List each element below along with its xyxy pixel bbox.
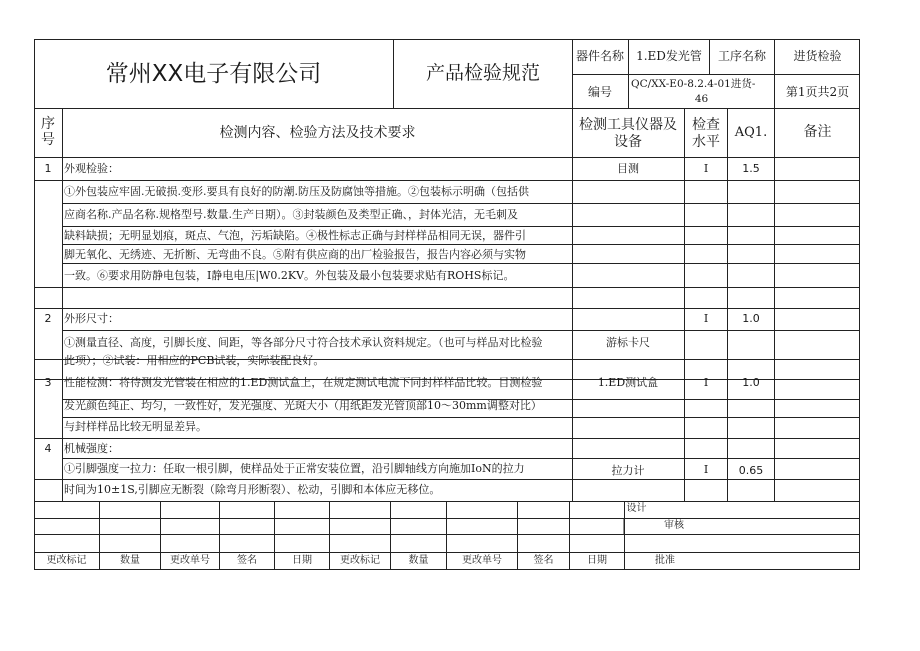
tools-header-line2: 设备 [614, 134, 642, 150]
item-title: 外形尺寸： [64, 312, 119, 325]
seq-header-line1: 序 [41, 116, 55, 132]
footer-change-no: 更改单号 [170, 555, 210, 566]
item-line: ①引脚强度一拉力：任取一根引脚，使样品处于正常安装位置，沿引脚轴线方向施加IoN的拉力 [64, 462, 525, 475]
footer-change-mark: 更改标记 [340, 555, 380, 566]
footer-signature: 签名 [237, 555, 257, 566]
company-name: 常州XX电子有限公司 [105, 61, 322, 87]
item-line: 时间为10±1S,引脚应无断裂（除弯月形断裂）、松动，引脚和本体应无移位。 [64, 483, 441, 496]
item-tool: 游标卡尺 [606, 336, 650, 349]
page-info: 第1页共2页 [785, 85, 850, 99]
item-level: I [703, 463, 709, 476]
level-header-line1: 检查 [692, 117, 720, 133]
approve-label: 批准 [655, 555, 675, 566]
level-header-line2: 水平 [692, 134, 720, 150]
item-line: 一致。⑥要求用防静电包装，I静电电压|W0.2KV。外包装及最小包装要求贴有ROHS标记。 [64, 269, 515, 282]
item-line: ①测量直径、高度，引脚长度、间距，等各部分尺寸符合技术承认资料规定。（也可与样品对比检验 [64, 336, 543, 349]
item-seq: 3 [44, 376, 52, 389]
item-tool: 1.ED测试盒 [597, 376, 659, 389]
item-line: 此项）；②试装：用相应的PCB试装，实际装配良好。 [64, 354, 325, 367]
process-value: 进货检验 [793, 49, 842, 63]
item-aql: 1.0 [742, 376, 760, 389]
code-label: 编号 [587, 85, 612, 99]
item-title: 性能检测：将待测发光管装在相应的1.ED测试盒上，在规定测试电流下同封样样品比较。目测检验 [64, 376, 543, 389]
item-aql: 1.0 [742, 312, 760, 325]
footer-date: 日期 [292, 555, 312, 566]
document-title: 产品检验规范 [425, 62, 540, 84]
item-title: 机械强度： [64, 442, 119, 455]
item-aql: 0.65 [738, 464, 764, 477]
tools-header-line1: 检测工具仪器及 [579, 117, 677, 133]
item-level: I [703, 376, 709, 389]
item-line: ①外包装应牢固.无破损.变形.要具有良好的防潮.防压及防腐蚀等措施。②包装标示明确（包括供 [64, 185, 529, 198]
item-line: 应商名称.产品名称.规格型号.数量.生产日期）。③封装颜色及类型正确、，封体光洁，无毛刺及 [64, 208, 518, 221]
item-seq: 4 [44, 442, 52, 455]
item-level: I [703, 312, 709, 325]
footer-change-mark: 更改标记 [46, 555, 87, 566]
item-seq: 2 [44, 312, 52, 325]
code-value-line2: 46 [694, 93, 709, 105]
process-label: 工序名称 [717, 49, 766, 63]
footer-quantity: 数量 [408, 555, 429, 566]
item-tool: 拉力计 [611, 464, 645, 477]
footer-signature: 签名 [533, 555, 554, 566]
remark-header: 备注 [803, 124, 832, 140]
footer-change-no: 更改单号 [462, 555, 502, 566]
aql-header: AQ1. [734, 125, 768, 140]
item-aql: 1.5 [742, 162, 760, 175]
part-name-value: 1.ED发光管 [636, 49, 702, 63]
inspection-spec-sheet [34, 39, 860, 570]
item-line: 脚无氧化、无绣迹、无折断、无弯曲不良。⑤附有供应商的出厂检验报告，报告内容必须与实物 [64, 248, 526, 261]
part-name-label: 器件名称 [575, 49, 624, 63]
review-label: 审核 [664, 520, 684, 531]
item-line: 缺料缺损；无明显划痕，斑点、气泡，污垢缺陷。④极性标志正确与封样样品相同无误，器件引 [64, 229, 526, 242]
item-line: 与封样样品比较无明显差异。 [64, 420, 207, 433]
item-line: 发光颜色纯正、均匀，一致性好，发光强度、光斑大小（用纸距发光管顶部10〜30mm调整对比） [64, 399, 542, 412]
item-level: I [703, 162, 709, 175]
item-title: 外观检验： [64, 162, 119, 175]
footer-quantity: 数量 [120, 555, 140, 566]
item-seq: 1 [44, 162, 52, 175]
item-tool: 目测 [617, 162, 639, 175]
code-value-line1: QC/XX-E0-8.2.4-01进货- [631, 78, 756, 90]
design-label: 设计 [626, 503, 647, 514]
seq-header-line2: 号 [41, 132, 55, 148]
content-header: 检测内容、检验方法及技术要求 [219, 125, 416, 141]
footer-date: 日期 [587, 555, 607, 566]
